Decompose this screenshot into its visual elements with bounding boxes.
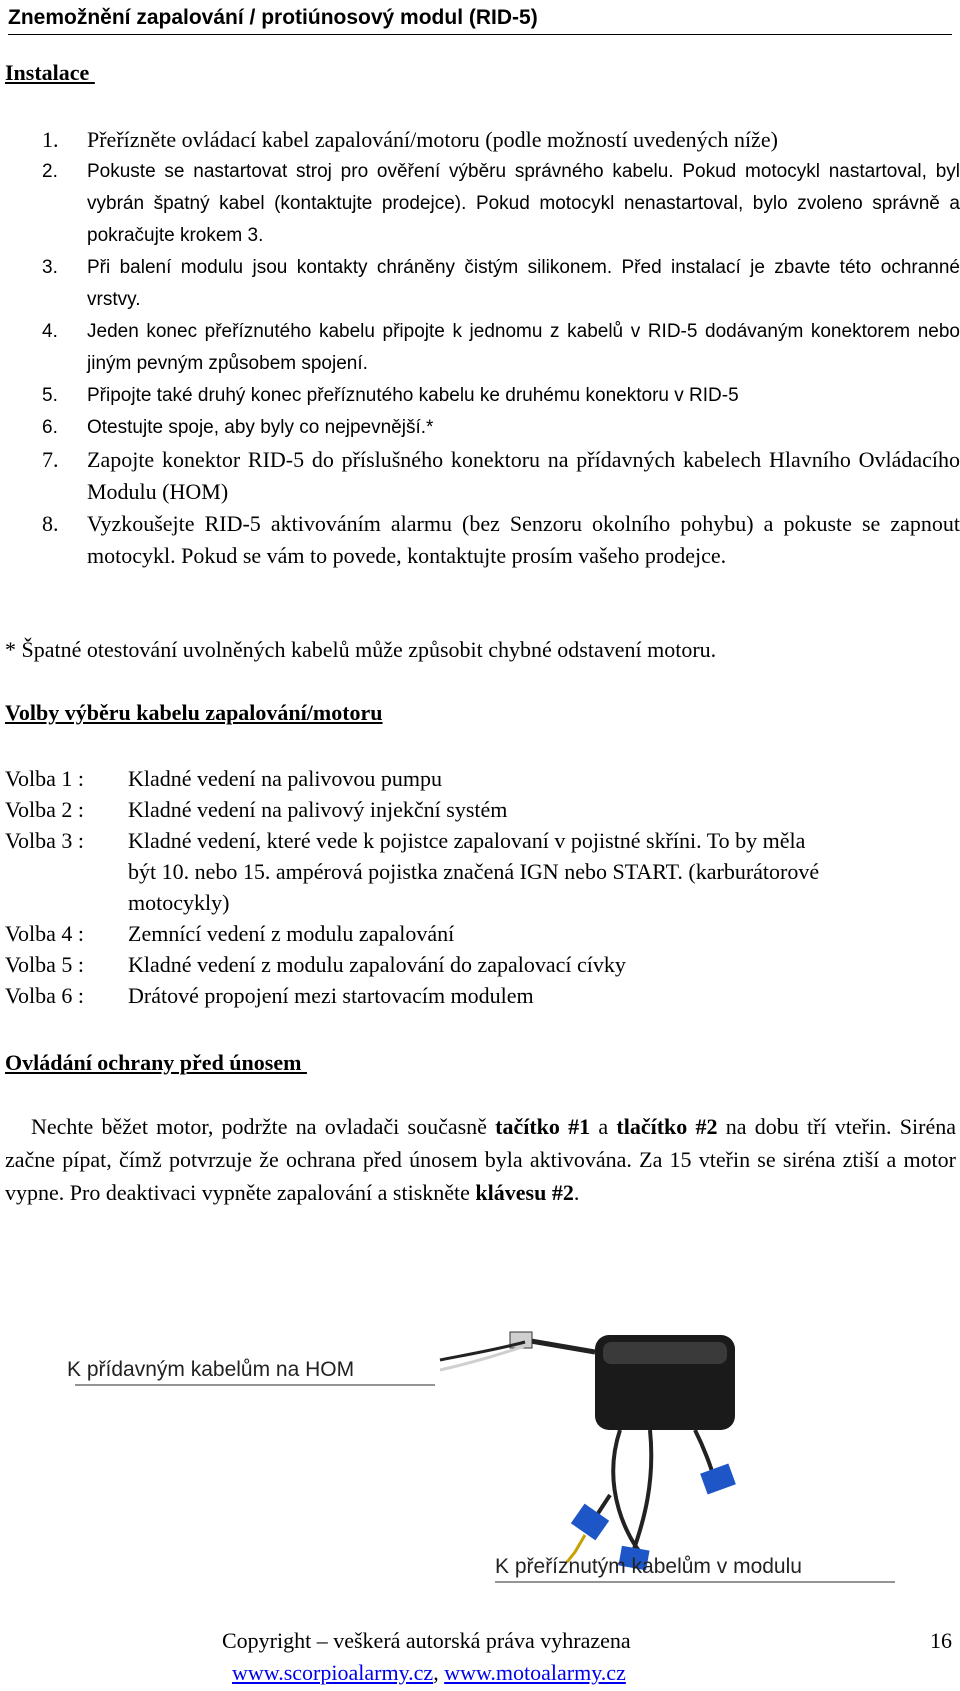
- list-item: 7. Zapojte konektor RID-5 do příslušného konektoru na přídavných kabelech Hlavního Ovládacího Modulu (HOM): [42, 447, 960, 504]
- photo-label-top: K přídavným kabelům na HOM: [67, 1358, 355, 1381]
- option-row: Volba 3 : Kladné vedení, které vede k pojistce zapalovaní v pojistné skříni. To by měla být 10. nebo 15. ampérová pojistka značená IGN nebo START. (karburátorové motocykly): [5, 828, 820, 915]
- document-header: [8, 4, 952, 35]
- option-row: Volba 2 : Kladné vedení na palivový injekční systém: [5, 797, 508, 822]
- photo-label-bottom: K přeříznutým kabelům v modulu: [495, 1555, 802, 1578]
- antihijack-paragraph: Nechte běžet motor, podržte na ovladači současně tačítko #1 a tlačítko #2 na dobu tří vteřin. Siréna začne pípat, čímž potvrzuje že ochrana před únosem byla aktivována. Za 15 vteřin se siréna ztiší a motor vypne. Pro deaktivaci vypněte zapalování a stiskněte klávesu #2.: [5, 1114, 956, 1205]
- option-row: Volba 6 : Drátové propojení mezi startovacím modulem: [5, 983, 534, 1008]
- list-item: 6. Otestujte spoje, aby byly co nejpevnější.*: [42, 417, 434, 438]
- document-title: Znemožnění zapalování / protiúnosový modul (RID-5): [8, 6, 538, 29]
- list-item: 4. Jeden konec přeříznutého kabelu připojte k jednomu z kabelů v RID-5 dodávaným konektorem nebo jiným pevným způsobem spojení.: [42, 321, 960, 374]
- options-heading: Volby výběru kabelu zapalování/motoru: [5, 700, 383, 725]
- option-row: Volba 1 : Kladné vedení na palivovou pumpu: [5, 766, 443, 791]
- option-row: Volba 4 : Zemnící vedení z modulu zapalování: [5, 921, 455, 946]
- install-steps: [40, 124, 960, 572]
- list-item: 2. Pokuste se nastartovat stroj pro ověření výběru správného kabelu. Pokud motocykl nastartoval, byl vybrán špatný kabel (kontaktujte prodejce). Pokud motocykl nenastartoval, bylo zvoleno správně a pokračujte krokem 3.: [42, 161, 960, 246]
- list-item: 5. Připojte také druhý konec přeříznutého kabelu ke druhému konektoru v RID-5: [42, 385, 739, 406]
- copyright-text: Copyright – veškerá autorská práva vyhrazena: [222, 1628, 631, 1653]
- link-scorpioalarmy[interactable]: www.scorpioalarmy.cz: [232, 1660, 434, 1685]
- list-item: 8. Vyzkoušejte RID-5 aktivováním alarmu (bez Senzoru okolního pohybu) a pokuste se zapnout motocykl. Pokud se vám to povede, kontaktujte prosím vašeho prodejce.: [42, 511, 960, 568]
- options-list: [5, 763, 955, 1011]
- install-heading: Instalace: [5, 60, 95, 85]
- link-motoalarmy[interactable]: www.motoalarmy.cz: [444, 1660, 626, 1685]
- antihijack-heading: Ovládání ochrany před únosem: [5, 1050, 307, 1075]
- footer-links: www.scorpioalarmy.cz, www.motoalarmy.cz: [232, 1660, 626, 1685]
- module-photo: [55, 1290, 900, 1600]
- option-row: Volba 5 : Kladné vedení z modulu zapalování do zapalovací cívky: [5, 952, 626, 977]
- list-item: 1. Přeřízněte ovládací kabel zapalování/motoru (podle možností uvedených níže): [42, 127, 778, 152]
- footnote: * Špatné otestování uvolněných kabelů může způsobit chybné odstavení motoru.: [5, 637, 717, 662]
- list-item: 3. Při balení modulu jsou kontakty chráněny čistým silikonem. Před instalací je zbavte této ochranné vrstvy.: [42, 257, 960, 310]
- page-number: 16: [930, 1628, 952, 1653]
